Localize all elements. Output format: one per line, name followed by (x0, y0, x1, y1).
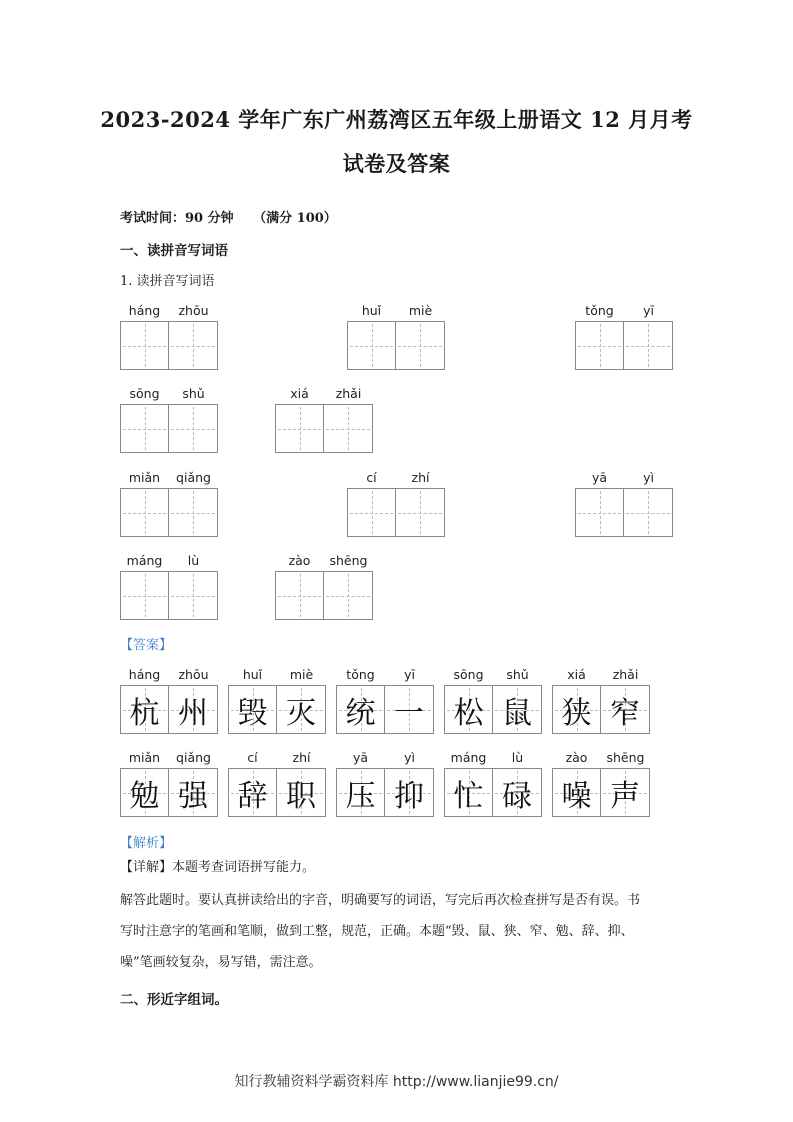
pinyin-label: miè (289, 667, 314, 682)
blank-character-cell[interactable] (169, 489, 217, 536)
answer-character: 噪 (561, 778, 592, 814)
pinyin-label: zhōu (178, 667, 209, 682)
pinyin-label: yī (643, 303, 654, 318)
blank-character-cell[interactable] (121, 405, 169, 452)
answer-character-cell (337, 769, 385, 816)
blank-character-cell[interactable] (348, 489, 396, 536)
pinyin-label: tǒng (585, 303, 614, 318)
grid-guide-vertical (600, 491, 601, 534)
pinyin-row (552, 667, 652, 685)
tianzige-box-pair[interactable] (575, 321, 673, 370)
tianzige-box-pair (228, 768, 326, 817)
answer-character: 忙 (453, 778, 484, 814)
pinyin-row (552, 750, 652, 768)
answer-character-cell (169, 769, 217, 816)
answer-character: 压 (345, 778, 376, 814)
blank-character-cell[interactable] (576, 322, 624, 369)
pinyin-label: yā (352, 750, 369, 765)
answer-character: 灭 (286, 695, 316, 731)
question-word-4 (275, 386, 375, 453)
blank-character-cell[interactable] (169, 572, 217, 619)
explanation-line-2: 写时注意字的笔画和笔顺，做到工整，规范，正确。本题“毁、鼠、狭、窄、勉、辞、抑、 (120, 924, 634, 939)
blank-character-cell[interactable] (121, 489, 169, 536)
answer-word-8 (444, 750, 544, 817)
pinyin-label: tǒng (346, 667, 375, 682)
blank-character-cell[interactable] (276, 405, 324, 452)
pinyin-label: miǎn (128, 470, 161, 485)
answer-character-cell (121, 769, 169, 816)
tianzige-box-pair[interactable] (575, 488, 673, 537)
pinyin-label: shǔ (506, 667, 529, 682)
tianzige-box-pair (120, 768, 218, 817)
question-word-1 (347, 303, 447, 370)
answer-character-cell (229, 686, 277, 733)
pinyin-row (347, 470, 447, 488)
question-word-9 (275, 553, 375, 620)
blank-character-cell[interactable] (169, 405, 217, 452)
grid-guide-vertical (348, 407, 349, 450)
pinyin-label: shēng (329, 553, 368, 568)
pinyin-row (444, 750, 544, 768)
tianzige-box-pair[interactable] (120, 321, 218, 370)
blank-character-cell[interactable] (121, 572, 169, 619)
blank-character-cell[interactable] (324, 405, 372, 452)
pinyin-label: yì (404, 750, 415, 765)
question-1-text: 1. 读拼音写词语 (120, 274, 215, 289)
answer-character: 辞 (237, 778, 268, 814)
blank-character-cell[interactable] (169, 322, 217, 369)
blank-character-cell[interactable] (624, 489, 672, 536)
answer-character-cell (385, 686, 433, 733)
pinyin-label: yī (404, 667, 415, 682)
pinyin-label: yā (591, 470, 608, 485)
pinyin-row (275, 553, 375, 571)
explanation-line-1: 解答此题时。要认真拼读给出的字音，明确要写的词语，写完后再次检查拼写是否有误。书 (120, 893, 641, 908)
pinyin-label: qiǎng (176, 470, 211, 485)
pinyin-label: sōng (453, 667, 484, 682)
pinyin-label: máng (450, 750, 487, 765)
grid-guide-vertical (600, 324, 601, 367)
answer-character-cell (553, 686, 601, 733)
question-word-3 (120, 386, 220, 453)
question-word-2 (575, 303, 675, 370)
answer-character-cell (121, 686, 169, 733)
grid-guide-vertical (420, 324, 421, 367)
pinyin-label: cí (366, 470, 377, 485)
section-2-heading: 二、形近字组词。 (120, 992, 228, 1008)
pinyin-row (120, 386, 220, 404)
pinyin-label: lù (187, 553, 200, 568)
question-word-0 (120, 303, 220, 370)
question-word-8 (120, 553, 220, 620)
answer-character: 一 (394, 695, 424, 731)
answer-character: 抑 (394, 778, 424, 814)
answer-character: 强 (178, 778, 208, 814)
pinyin-row (120, 750, 220, 768)
grid-guide-vertical (348, 574, 349, 617)
pinyin-label: cí (247, 750, 258, 765)
grid-guide-vertical (420, 491, 421, 534)
pinyin-label: zào (565, 750, 588, 765)
answer-word-1 (228, 667, 328, 734)
answer-character: 职 (286, 778, 316, 814)
answer-character: 窄 (610, 695, 640, 731)
pinyin-label: zhōu (178, 303, 209, 318)
question-word-6 (347, 470, 447, 537)
pinyin-label: huǐ (361, 303, 382, 318)
tianzige-box-pair[interactable] (120, 571, 218, 620)
pinyin-row (120, 470, 220, 488)
tianzige-box-pair (228, 685, 326, 734)
exam-info: 考试时间：90 分钟 （满分 100） (120, 211, 337, 226)
answer-character: 鼠 (502, 695, 532, 731)
tianzige-box-pair[interactable] (120, 404, 218, 453)
pinyin-label: sōng (129, 386, 160, 401)
answer-word-9 (552, 750, 652, 817)
blank-character-cell[interactable] (396, 489, 444, 536)
answer-character-cell (601, 769, 649, 816)
grid-guide-vertical (300, 407, 301, 450)
page-title-line1: 2023-2024 学年广东广州荔湾区五年级上册语文 12 月月考 (100, 107, 693, 132)
pinyin-row (575, 470, 675, 488)
pinyin-row (228, 667, 328, 685)
answer-word-3 (444, 667, 544, 734)
answer-character: 勉 (129, 778, 160, 814)
grid-guide-vertical (648, 491, 649, 534)
grid-guide-vertical (193, 324, 194, 367)
pinyin-row (347, 303, 447, 321)
answer-character-cell (445, 769, 493, 816)
grid-guide-vertical (145, 407, 146, 450)
answer-word-7 (336, 750, 436, 817)
answer-character: 狭 (561, 695, 592, 731)
tianzige-box-pair (336, 685, 434, 734)
answer-character-cell (553, 769, 601, 816)
pinyin-label: zhí (292, 750, 311, 765)
answer-character: 碌 (502, 778, 532, 814)
footer-watermark: 知行教辅资料学霸资料库 http://www.lianjie99.cn/ (234, 1074, 559, 1090)
explanation-line-3: 噪”笔画较复杂，易写错，需注意。 (120, 955, 322, 970)
pinyin-label: miè (408, 303, 433, 318)
pinyin-label: qiǎng (176, 750, 211, 765)
answer-character: 统 (345, 695, 376, 731)
pinyin-label: huǐ (242, 667, 263, 682)
pinyin-row (120, 667, 220, 685)
tianzige-box-pair (552, 685, 650, 734)
answer-character-cell (493, 769, 541, 816)
blank-character-cell[interactable] (576, 489, 624, 536)
tianzige-box-pair[interactable] (275, 404, 373, 453)
detail-line: 【详解】本题考查词语拼写能力。 (120, 860, 316, 875)
pinyin-row (120, 303, 220, 321)
tianzige-box-pair[interactable] (120, 488, 218, 537)
answer-character-cell (493, 686, 541, 733)
tianzige-box-pair (336, 768, 434, 817)
pinyin-label: zào (288, 553, 311, 568)
pinyin-row (275, 386, 375, 404)
blank-character-cell[interactable] (324, 572, 372, 619)
answer-character-cell (229, 769, 277, 816)
tianzige-box-pair (444, 685, 542, 734)
pinyin-row (120, 553, 220, 571)
pinyin-label: shēng (606, 750, 645, 765)
answer-character-cell (445, 686, 493, 733)
pinyin-label: zhí (411, 470, 430, 485)
pinyin-label: xiá (290, 386, 309, 401)
grid-guide-vertical (300, 574, 301, 617)
answer-character-cell (169, 686, 217, 733)
pinyin-row (575, 303, 675, 321)
answer-character-cell (337, 686, 385, 733)
grid-guide-vertical (193, 407, 194, 450)
pinyin-row (228, 750, 328, 768)
answer-character: 州 (178, 695, 208, 731)
pinyin-row (336, 750, 436, 768)
grid-guide-vertical (145, 324, 146, 367)
tianzige-box-pair (552, 768, 650, 817)
answer-character-cell (277, 769, 325, 816)
pinyin-row (336, 667, 436, 685)
grid-guide-vertical (193, 574, 194, 617)
tianzige-box-pair[interactable] (347, 321, 445, 370)
question-word-7 (575, 470, 675, 537)
answer-word-4 (552, 667, 652, 734)
blank-character-cell[interactable] (348, 322, 396, 369)
answer-character: 杭 (129, 695, 160, 731)
pinyin-label: xiá (567, 667, 586, 682)
pinyin-label: shǔ (182, 386, 205, 401)
section-1-heading: 一、读拼音写词语 (120, 243, 228, 259)
answer-character-cell (277, 686, 325, 733)
answer-character-cell (385, 769, 433, 816)
page-title-line2: 试卷及答案 (342, 151, 451, 176)
pinyin-label: háng (128, 303, 161, 318)
answer-character: 松 (453, 695, 484, 731)
pinyin-label: zhǎi (335, 386, 362, 401)
tianzige-box-pair (444, 768, 542, 817)
pinyin-label: yì (643, 470, 654, 485)
answer-character: 毁 (237, 695, 268, 731)
answer-tag: 【答案】 (120, 638, 173, 653)
grid-guide-vertical (193, 491, 194, 534)
tianzige-box-pair (120, 685, 218, 734)
pinyin-label: miǎn (128, 750, 161, 765)
answer-word-0 (120, 667, 220, 734)
question-word-5 (120, 470, 220, 537)
pinyin-label: zhǎi (612, 667, 639, 682)
blank-character-cell[interactable] (396, 322, 444, 369)
grid-guide-vertical (372, 324, 373, 367)
grid-guide-vertical (145, 491, 146, 534)
pinyin-row (444, 667, 544, 685)
answer-word-5 (120, 750, 220, 817)
grid-guide-vertical (145, 574, 146, 617)
blank-character-cell[interactable] (624, 322, 672, 369)
answer-character: 声 (610, 778, 640, 814)
pinyin-label: lù (511, 750, 524, 765)
tianzige-box-pair[interactable] (347, 488, 445, 537)
blank-character-cell[interactable] (121, 322, 169, 369)
pinyin-label: háng (128, 667, 161, 682)
blank-character-cell[interactable] (276, 572, 324, 619)
pinyin-label: máng (126, 553, 163, 568)
answer-word-2 (336, 667, 436, 734)
tianzige-box-pair[interactable] (275, 571, 373, 620)
analysis-tag: 【解析】 (120, 836, 173, 851)
grid-guide-vertical (648, 324, 649, 367)
answer-word-6 (228, 750, 328, 817)
answer-character-cell (601, 686, 649, 733)
grid-guide-vertical (372, 491, 373, 534)
